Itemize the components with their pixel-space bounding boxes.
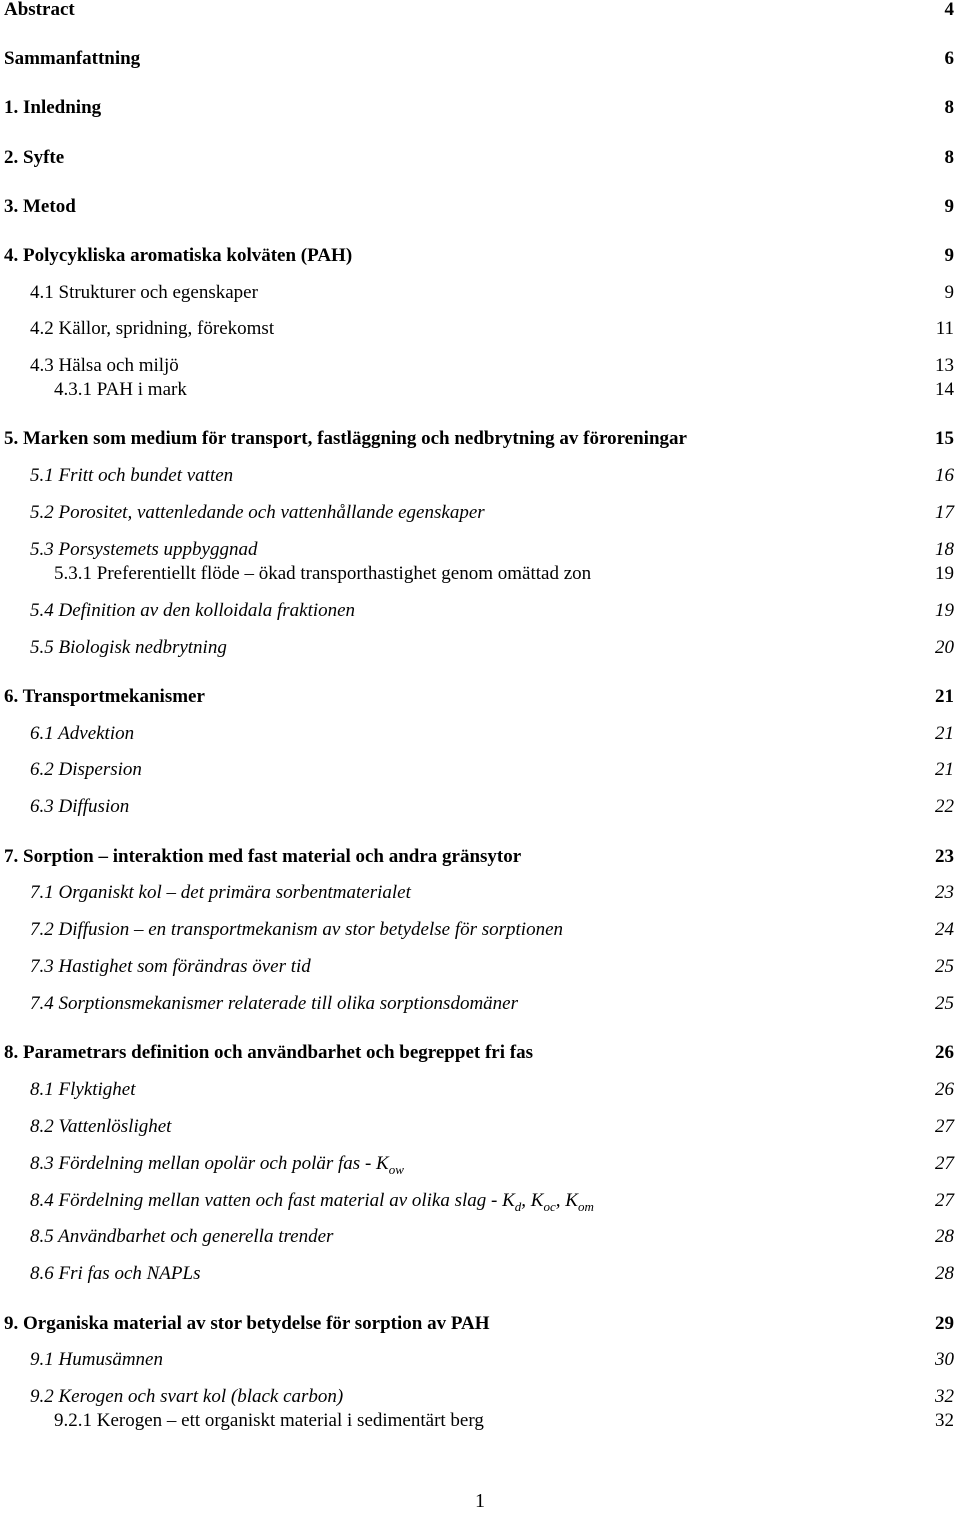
page-ref: 14 <box>935 379 954 400</box>
page-ref: 28 <box>935 1226 954 1247</box>
toc-entry-6-1: 6.1 Advektion 21 <box>4 721 954 747</box>
page-ref: 19 <box>935 563 954 584</box>
toc-entry-5-1: 5.1 Fritt och bundet vatten 16 <box>4 463 954 489</box>
page-ref: 9 <box>944 282 954 303</box>
page-ref: 26 <box>935 1079 954 1100</box>
page-ref: 26 <box>935 1042 954 1063</box>
page-ref: 11 <box>935 318 954 339</box>
toc-entry-8: 8. Parametrars definition och användbarhet och begreppet fri fas 26 <box>4 1040 954 1066</box>
page-ref: 9 <box>944 245 954 266</box>
toc-entry-abstract: Abstract 4 <box>4 0 954 23</box>
toc-entry-5-2: 5.2 Porositet, vattenledande och vattenhållande egenskaper 17 <box>4 500 954 526</box>
page-ref: 25 <box>935 956 954 977</box>
toc-entry-8-1: 8.1 Flyktighet 26 <box>4 1077 954 1103</box>
toc-entry-8-3: 8.3 Fördelning mellan opolär och polär fas - $K_{ow}$ 27 <box>30 1153 954 1177</box>
page-ref: 16 <box>935 465 954 486</box>
page-ref: 21 <box>935 686 954 707</box>
toc-entry-5-3-1: 5.3.1 Preferentiellt flöde – ökad transporthastighet genom omättad zon 19 <box>4 561 954 587</box>
page-ref: 30 <box>935 1349 954 1370</box>
toc-entry-7: 7. Sorption – interaktion med fast material och andra gränsytor 23 <box>4 844 954 870</box>
page-ref: 19 <box>935 600 954 621</box>
toc-entry-4-2: 4.2 Källor, spridning, förekomst 11 <box>4 316 954 342</box>
toc-entry-3: 3. Metod 9 <box>4 194 954 220</box>
toc-entry-7-2: 7.2 Diffusion – en transportmekanism av stor betydelse för sorptionen 24 <box>4 917 954 943</box>
toc-entry-8-4: 8.4 Fördelning mellan vatten och fast material av olika slag - $K_d$, $K_{oc}$, $K_{om}$ 27 <box>30 1190 954 1214</box>
page-ref: 9 <box>944 196 954 217</box>
page-ref: 20 <box>935 637 954 658</box>
toc-entry-8-6: 8.6 Fri fas och NAPLs 28 <box>4 1261 954 1287</box>
toc-entry-5-3: 5.3 Porsystemets uppbyggnad 18 <box>4 537 954 563</box>
toc-entry-6-2: 6.2 Dispersion 21 <box>4 757 954 783</box>
page-ref: 29 <box>935 1313 954 1334</box>
toc-entry-9-1: 9.1 Humusämnen 30 <box>4 1347 954 1373</box>
toc-entry-6-3: 6.3 Diffusion 22 <box>4 794 954 820</box>
toc-entry-6: 6. Transportmekanismer 21 <box>4 684 954 710</box>
toc-entry-8-2: 8.2 Vattenlöslighet 27 <box>4 1114 954 1140</box>
page-ref: 32 <box>935 1386 954 1407</box>
toc-entry-4-3-1: 4.3.1 PAH i mark 14 <box>4 377 954 403</box>
toc-entry-sammanfattning: Sammanfattning 6 <box>4 46 954 72</box>
page-ref: 25 <box>935 993 954 1014</box>
toc-entry-7-3: 7.3 Hastighet som förändras över tid 25 <box>4 954 954 980</box>
toc-entry-4: 4. Polycykliska aromatiska kolväten (PAH) 9 <box>4 243 954 269</box>
toc-entry-5-5: 5.5 Biologisk nedbrytning 20 <box>4 635 954 661</box>
page-ref: 13 <box>935 355 954 376</box>
page-ref: 27 <box>935 1190 954 1211</box>
page-ref: 4 <box>944 0 954 20</box>
page-ref: 24 <box>935 919 954 940</box>
toc-entry-7-4: 7.4 Sorptionsmekanismer relaterade till olika sorptionsdomäner 25 <box>4 991 954 1017</box>
page-ref: 8 <box>944 97 954 118</box>
toc-entry-2: 2. Syfte 8 <box>4 145 954 171</box>
page-ref: 27 <box>935 1116 954 1137</box>
toc-entry-5-4: 5.4 Definition av den kolloidala fraktionen 19 <box>4 598 954 624</box>
page-ref: 17 <box>935 502 954 523</box>
page-ref: 15 <box>935 428 954 449</box>
toc-entry-4-1: 4.1 Strukturer och egenskaper 9 <box>4 280 954 306</box>
page-ref: 6 <box>944 48 954 69</box>
toc-entry-7-1: 7.1 Organiskt kol – det primära sorbentmaterialet 23 <box>4 880 954 906</box>
page-ref: 8 <box>944 147 954 168</box>
toc-entry-4-3: 4.3 Hälsa och miljö 13 <box>4 353 954 379</box>
toc-entry-9-2: 9.2 Kerogen och svart kol (black carbon) 32 <box>4 1384 954 1410</box>
toc-entry-9-2-1: 9.2.1 Kerogen – ett organiskt material i sedimentärt berg 32 <box>4 1408 954 1434</box>
toc-entry-5: 5. Marken som medium för transport, fastläggning och nedbrytning av föroreningar 15 <box>4 426 954 452</box>
toc-entry-9: 9. Organiska material av stor betydelse för sorption av PAH 29 <box>4 1311 954 1337</box>
page-ref: 21 <box>935 759 954 780</box>
page-ref: 32 <box>935 1410 954 1431</box>
toc-entry-1: 1. Inledning 8 <box>4 95 954 121</box>
page-ref: 28 <box>935 1263 954 1284</box>
page-ref: 23 <box>935 846 954 867</box>
page-ref: 21 <box>935 723 954 744</box>
page-ref: 18 <box>935 539 954 560</box>
page-number: 1 <box>475 1490 485 1512</box>
page-ref: 23 <box>935 882 954 903</box>
page-ref: 27 <box>935 1153 954 1174</box>
page-ref: 22 <box>935 796 954 817</box>
toc-entry-8-5: 8.5 Användbarhet och generella trender 28 <box>4 1224 954 1250</box>
